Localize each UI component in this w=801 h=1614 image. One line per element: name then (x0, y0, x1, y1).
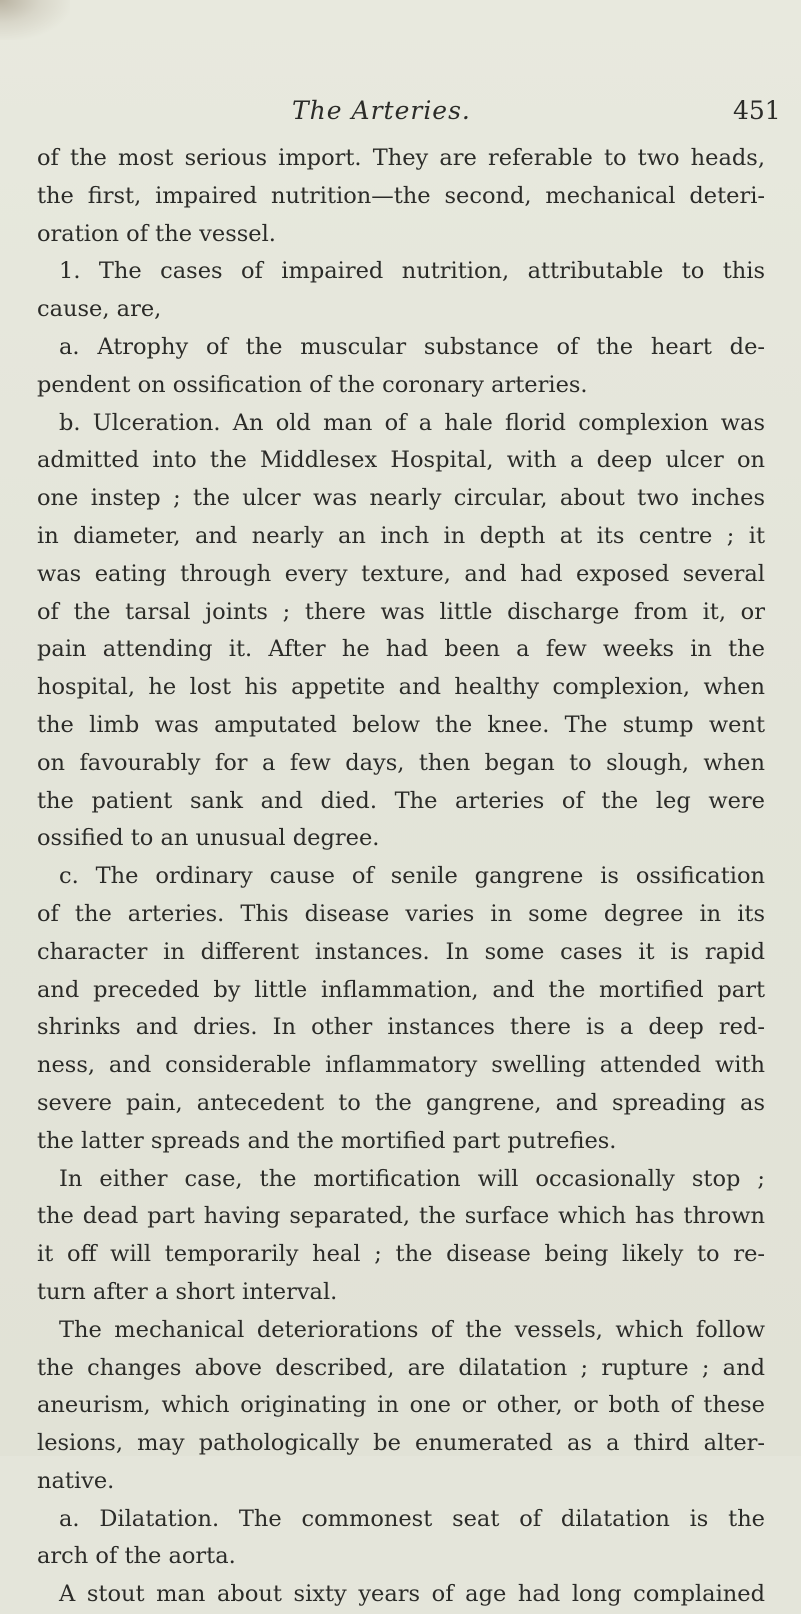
text-line: hospital, he lost his appetite and healthy complexion, when (37, 674, 765, 701)
page-corner-shadow (0, 0, 70, 40)
text-line: the changes above described, are dilatation ; rupture ; and (37, 1354, 765, 1381)
text-line: of the most serious import. They are referable to two heads, (37, 145, 765, 171)
text-line: in diameter, and nearly an inch in depth at its centre ; it (37, 522, 765, 549)
text-line: turn after a short interval. (37, 1278, 338, 1305)
text-line: native. (37, 1467, 115, 1494)
text-line: the first, impaired nutrition—the second, mechanical deteri- (37, 182, 765, 209)
text-line: ness, and considerable inflammatory swelling attended with (37, 1052, 765, 1079)
running-head (0, 96, 801, 136)
text-line: and preceded by little inflammation, and the mortified part (37, 976, 765, 1003)
text-line: aneurism, which originating in one or other, or both of these (37, 1392, 765, 1419)
text-line: the latter spreads and the mortified part putrefies. (37, 1127, 617, 1154)
text-line: b. Ulceration. An old man of a hale florid complexion was (59, 409, 765, 436)
text-line: pendent on ossification of the coronary arteries. (37, 371, 588, 398)
body-text (37, 140, 765, 1614)
text-line: cause, are, (37, 296, 162, 323)
text-line: lesions, may pathologically be enumerated as a third alter- (37, 1430, 765, 1457)
text-line: c. The ordinary cause of senile gangrene is ossification (59, 863, 765, 890)
text-line: A stout man about sixty years of age had long complained (59, 1581, 765, 1608)
text-line: pain attending it. After he had been a few weeks in the (37, 636, 765, 663)
text-line: a. Dilatation. The commonest seat of dilatation is the (59, 1505, 765, 1532)
page-number: 451 (733, 96, 781, 125)
text-line: it off will temporarily heal ; the disease being likely to re- (37, 1241, 765, 1268)
running-head-title: The Arteries. (292, 96, 471, 125)
text-line: arch of the aorta. (37, 1543, 236, 1570)
text-line: the limb was amputated below the knee. The stump went (37, 711, 765, 738)
text-line: shrinks and dries. In other instances there is a deep red- (37, 1014, 765, 1041)
text-line: 1. The cases of impaired nutrition, attributable to this (59, 258, 765, 285)
text-line: on favourably for a few days, then began to slough, when (37, 749, 765, 776)
text-line: one instep ; the ulcer was nearly circular, about two inches (37, 485, 765, 512)
text-line: of the tarsal joints ; there was little discharge from it, or (37, 598, 765, 625)
text-line: The mechanical deteriorations of the vessels, which follow (59, 1316, 765, 1343)
text-line: the dead part having separated, the surface which has thrown (37, 1203, 765, 1230)
text-line: severe pain, antecedent to the gangrene, and spreading as (37, 1089, 765, 1116)
text-line: the patient sank and died. The arteries of the leg were (37, 787, 765, 814)
text-line: character in different instances. In some cases it is rapid (37, 938, 765, 965)
text-line: admitted into the Middlesex Hospital, with a deep ulcer on (37, 447, 765, 474)
text-line: In either case, the mortification will occasionally stop ; (59, 1165, 765, 1192)
text-line: ossified to an unusual degree. (37, 825, 380, 852)
text-line: of the arteries. This disease varies in some degree in its (37, 900, 765, 927)
text-line: was eating through every texture, and had exposed several (37, 560, 765, 587)
text-line: a. Atrophy of the muscular substance of the heart de- (59, 333, 765, 360)
text-line: oration of the vessel. (37, 220, 276, 247)
